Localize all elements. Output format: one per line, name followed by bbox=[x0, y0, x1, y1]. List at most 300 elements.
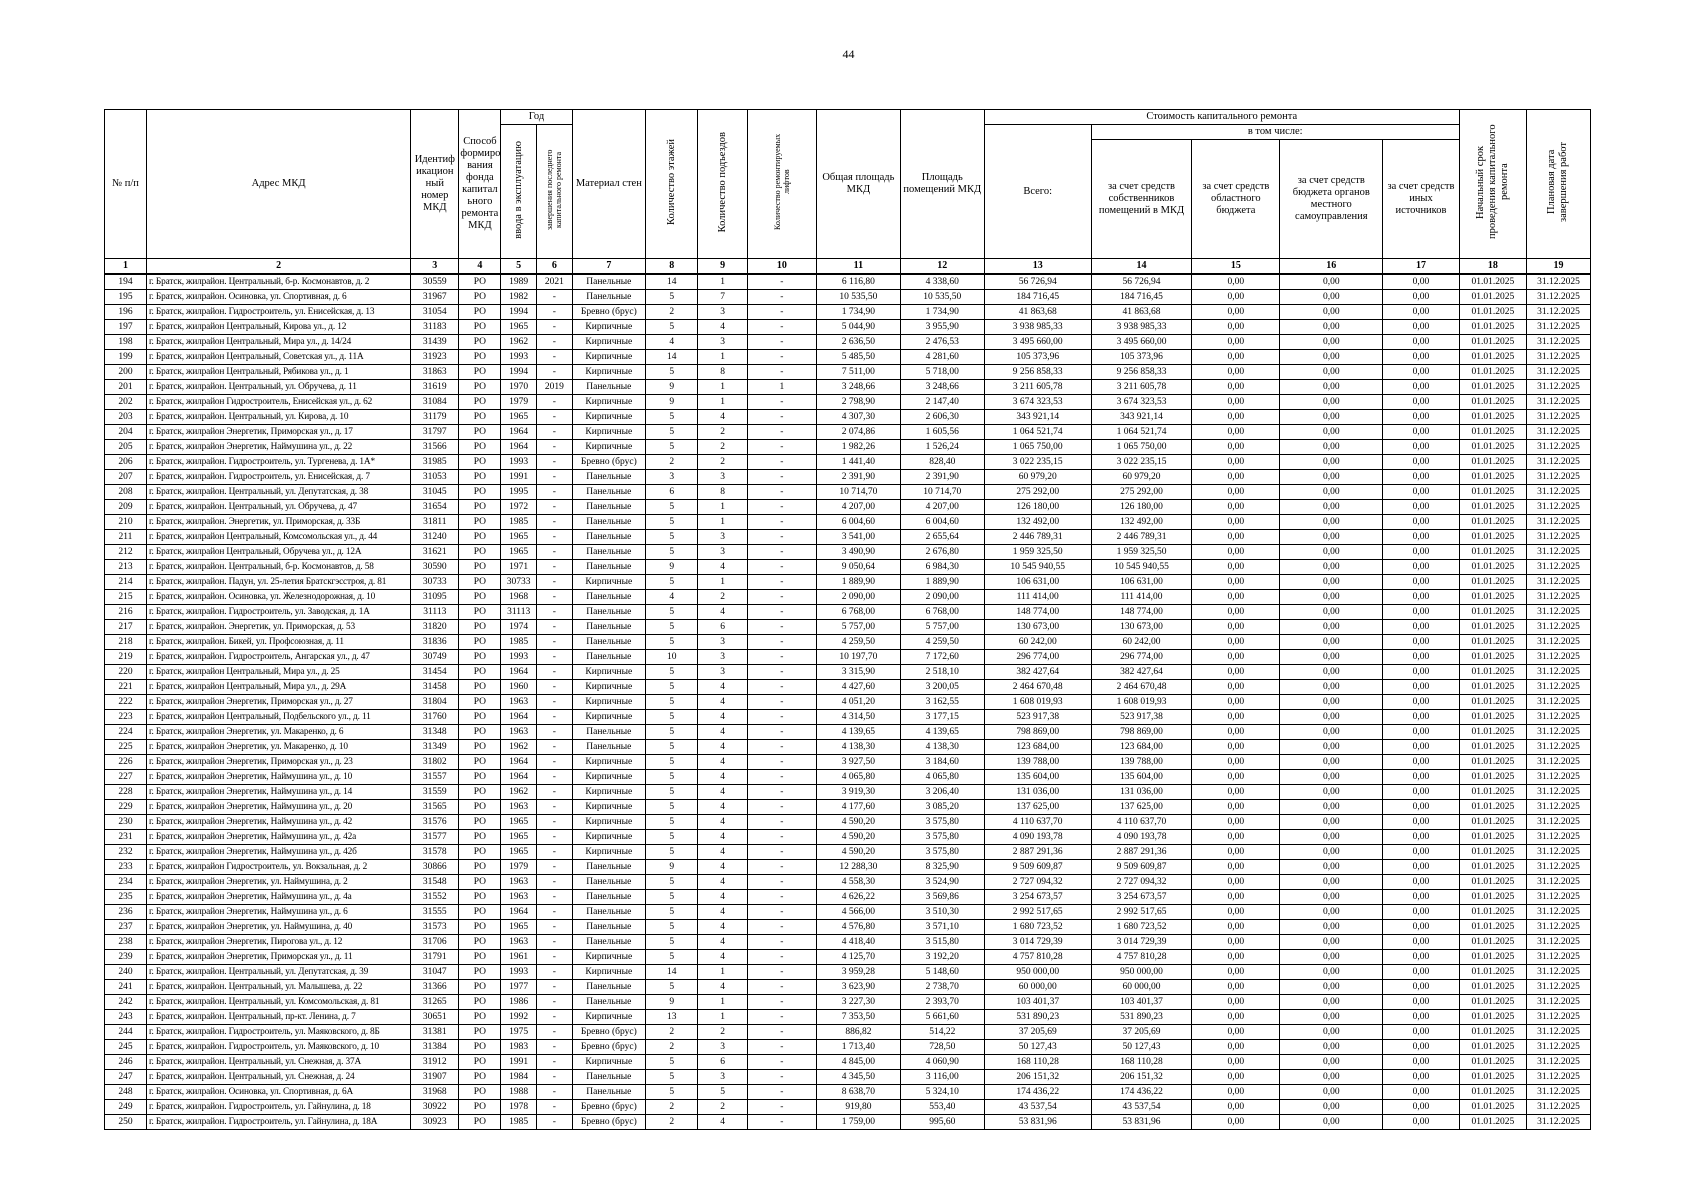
cell-np: 206 bbox=[105, 455, 147, 470]
cell-method: РО bbox=[459, 695, 501, 710]
cell-walls: Кирпичные bbox=[572, 965, 645, 980]
cell-local: 0,00 bbox=[1280, 905, 1383, 920]
header-other: за счет средств иных источников bbox=[1383, 140, 1460, 259]
cell-id: 31348 bbox=[411, 725, 459, 740]
cell-local: 0,00 bbox=[1280, 485, 1383, 500]
cell-cost-total: 50 127,43 bbox=[984, 1040, 1091, 1055]
cell-entrances: 1 bbox=[698, 350, 747, 365]
cell-other: 0,00 bbox=[1383, 380, 1460, 395]
cell-method: РО bbox=[459, 530, 501, 545]
cell-other: 0,00 bbox=[1383, 440, 1460, 455]
cell-walls: Панельные bbox=[572, 995, 645, 1010]
cell-id: 31095 bbox=[411, 590, 459, 605]
table-row bbox=[105, 830, 1591, 845]
cell-id: 31054 bbox=[411, 305, 459, 320]
cell-id: 31559 bbox=[411, 785, 459, 800]
cell-method: РО bbox=[459, 380, 501, 395]
cell-start: 01.01.2025 bbox=[1459, 980, 1526, 995]
cell-np: 243 bbox=[105, 1010, 147, 1025]
cell-year-entry: 1985 bbox=[501, 515, 537, 530]
cell-year-entry: 1963 bbox=[501, 890, 537, 905]
cell-np: 195 bbox=[105, 290, 147, 305]
table-row bbox=[105, 1115, 1591, 1130]
cell-premises-area: 10 535,50 bbox=[900, 290, 984, 305]
cell-method: РО bbox=[459, 920, 501, 935]
cell-other: 0,00 bbox=[1383, 590, 1460, 605]
cell-end: 31.12.2025 bbox=[1526, 860, 1590, 875]
cell-cost-total: 275 292,00 bbox=[984, 485, 1091, 500]
cell-walls: Панельные bbox=[572, 590, 645, 605]
cell-local: 0,00 bbox=[1280, 410, 1383, 425]
cell-start: 01.01.2025 bbox=[1459, 875, 1526, 890]
cell-regional: 0,00 bbox=[1192, 350, 1280, 365]
column-number: 1 bbox=[105, 259, 147, 275]
cell-total-area: 1 713,40 bbox=[816, 1040, 900, 1055]
cell-address: г. Братск, жилрайон Энергетик, Наймушина ул., д. 14 bbox=[146, 785, 410, 800]
cell-start: 01.01.2025 bbox=[1459, 320, 1526, 335]
cell-total-area: 1 889,90 bbox=[816, 575, 900, 590]
cell-np: 236 bbox=[105, 905, 147, 920]
column-number: 2 bbox=[146, 259, 410, 275]
cell-year-repair: - bbox=[537, 830, 573, 845]
header-year-entry bbox=[501, 125, 537, 259]
cell-end: 31.12.2025 bbox=[1526, 335, 1590, 350]
cell-regional: 0,00 bbox=[1192, 725, 1280, 740]
cell-end: 31.12.2025 bbox=[1526, 770, 1590, 785]
cell-total-area: 4 307,30 bbox=[816, 410, 900, 425]
cell-cost-total: 3 254 673,57 bbox=[984, 890, 1091, 905]
cell-walls: Панельные bbox=[572, 274, 645, 290]
header-address: Адрес МКД bbox=[146, 110, 410, 259]
cell-cost-total: 3 014 729,39 bbox=[984, 935, 1091, 950]
cell-id: 31113 bbox=[411, 605, 459, 620]
cell-lifts: - bbox=[747, 1040, 816, 1055]
cell-other: 0,00 bbox=[1383, 575, 1460, 590]
cell-start: 01.01.2025 bbox=[1459, 755, 1526, 770]
header-np: № п/п bbox=[105, 110, 147, 259]
cell-start: 01.01.2025 bbox=[1459, 1040, 1526, 1055]
cell-lifts: - bbox=[747, 950, 816, 965]
cell-entrances: 8 bbox=[698, 485, 747, 500]
cell-regional: 0,00 bbox=[1192, 1100, 1280, 1115]
cell-other: 0,00 bbox=[1383, 665, 1460, 680]
cell-year-repair: - bbox=[537, 965, 573, 980]
cell-floors: 5 bbox=[646, 365, 698, 380]
cell-other: 0,00 bbox=[1383, 320, 1460, 335]
cell-owners: 4 110 637,70 bbox=[1091, 815, 1192, 830]
cell-premises-area: 2 147,40 bbox=[900, 395, 984, 410]
cell-premises-area: 3 575,80 bbox=[900, 845, 984, 860]
cell-address: г. Братск, жилрайон. Осиновка, ул. Железнодорожная, д. 10 bbox=[146, 590, 410, 605]
table-row bbox=[105, 1040, 1591, 1055]
cell-walls: Кирпичные bbox=[572, 755, 645, 770]
cell-method: РО bbox=[459, 455, 501, 470]
cell-total-area: 7 353,50 bbox=[816, 1010, 900, 1025]
cell-method: РО bbox=[459, 365, 501, 380]
cell-floors: 5 bbox=[646, 725, 698, 740]
cell-other: 0,00 bbox=[1383, 965, 1460, 980]
cell-address: г. Братск, жилрайон Энергетик, Наймушина ул., д. 22 bbox=[146, 440, 410, 455]
cell-regional: 0,00 bbox=[1192, 530, 1280, 545]
cell-total-area: 4 418,40 bbox=[816, 935, 900, 950]
cell-lifts: - bbox=[747, 785, 816, 800]
cell-total-area: 4 065,80 bbox=[816, 770, 900, 785]
cell-np: 219 bbox=[105, 650, 147, 665]
header-entrances-text: Количество подъездов bbox=[716, 131, 728, 233]
cell-end: 31.12.2025 bbox=[1526, 890, 1590, 905]
cell-np: 248 bbox=[105, 1085, 147, 1100]
cell-local: 0,00 bbox=[1280, 305, 1383, 320]
cell-entrances: 2 bbox=[698, 440, 747, 455]
cell-year-repair: 2019 bbox=[537, 380, 573, 395]
cell-floors: 9 bbox=[646, 395, 698, 410]
cell-end: 31.12.2025 bbox=[1526, 425, 1590, 440]
cell-address: г. Братск, жилрайон Центральный, Обручева ул., д. 12А bbox=[146, 545, 410, 560]
cell-year-repair: - bbox=[537, 710, 573, 725]
cell-owners: 43 537,54 bbox=[1091, 1100, 1192, 1115]
cell-end: 31.12.2025 bbox=[1526, 635, 1590, 650]
cell-lifts: - bbox=[747, 1055, 816, 1070]
cell-owners: 56 726,94 bbox=[1091, 274, 1192, 290]
cell-start: 01.01.2025 bbox=[1459, 815, 1526, 830]
cell-local: 0,00 bbox=[1280, 545, 1383, 560]
cell-other: 0,00 bbox=[1383, 755, 1460, 770]
table-row bbox=[105, 1085, 1591, 1100]
cell-year-entry: 1962 bbox=[501, 785, 537, 800]
cell-premises-area: 3 116,00 bbox=[900, 1070, 984, 1085]
cell-premises-area: 3 200,05 bbox=[900, 680, 984, 695]
cell-end: 31.12.2025 bbox=[1526, 905, 1590, 920]
cell-id: 31084 bbox=[411, 395, 459, 410]
cell-other: 0,00 bbox=[1383, 890, 1460, 905]
cell-cost-total: 139 788,00 bbox=[984, 755, 1091, 770]
cell-regional: 0,00 bbox=[1192, 875, 1280, 890]
cell-premises-area: 4 060,90 bbox=[900, 1055, 984, 1070]
cell-np: 238 bbox=[105, 935, 147, 950]
table-row bbox=[105, 1070, 1591, 1085]
cell-year-repair: - bbox=[537, 290, 573, 305]
cell-end: 31.12.2025 bbox=[1526, 1100, 1590, 1115]
cell-address: г. Братск, жилрайон. Гидростроитель, ул. Гайнулина, д. 18А bbox=[146, 1115, 410, 1130]
cell-id: 31439 bbox=[411, 335, 459, 350]
cell-premises-area: 1 889,90 bbox=[900, 575, 984, 590]
cell-cost-total: 1 064 521,74 bbox=[984, 425, 1091, 440]
cell-entrances: 6 bbox=[698, 620, 747, 635]
cell-year-entry: 1974 bbox=[501, 620, 537, 635]
cell-end: 31.12.2025 bbox=[1526, 980, 1590, 995]
cell-floors: 5 bbox=[646, 755, 698, 770]
cell-premises-area: 5 661,60 bbox=[900, 1010, 984, 1025]
cell-cost-total: 60 979,20 bbox=[984, 470, 1091, 485]
cell-method: РО bbox=[459, 1085, 501, 1100]
cell-premises-area: 8 325,90 bbox=[900, 860, 984, 875]
cell-local: 0,00 bbox=[1280, 395, 1383, 410]
cell-entrances: 4 bbox=[698, 725, 747, 740]
cell-year-repair: - bbox=[537, 845, 573, 860]
cell-np: 202 bbox=[105, 395, 147, 410]
cell-walls: Бревно (брус) bbox=[572, 1115, 645, 1130]
column-number: 7 bbox=[572, 259, 645, 275]
cell-cost-total: 2 446 789,31 bbox=[984, 530, 1091, 545]
cell-regional: 0,00 bbox=[1192, 440, 1280, 455]
cell-local: 0,00 bbox=[1280, 680, 1383, 695]
cell-np: 240 bbox=[105, 965, 147, 980]
cell-owners: 60 000,00 bbox=[1091, 980, 1192, 995]
cell-premises-area: 3 162,55 bbox=[900, 695, 984, 710]
cell-method: РО bbox=[459, 274, 501, 290]
cell-local: 0,00 bbox=[1280, 800, 1383, 815]
cell-start: 01.01.2025 bbox=[1459, 1085, 1526, 1100]
cell-regional: 0,00 bbox=[1192, 305, 1280, 320]
cell-entrances: 4 bbox=[698, 755, 747, 770]
cell-year-entry: 1968 bbox=[501, 590, 537, 605]
cell-id: 31458 bbox=[411, 680, 459, 695]
cell-other: 0,00 bbox=[1383, 1100, 1460, 1115]
cell-lifts: - bbox=[747, 1085, 816, 1100]
cell-owners: 1 064 521,74 bbox=[1091, 425, 1192, 440]
cell-total-area: 4 427,60 bbox=[816, 680, 900, 695]
cell-method: РО bbox=[459, 875, 501, 890]
cell-end: 31.12.2025 bbox=[1526, 560, 1590, 575]
cell-id: 31820 bbox=[411, 620, 459, 635]
cell-lifts: - bbox=[747, 575, 816, 590]
cell-cost-total: 3 674 323,53 bbox=[984, 395, 1091, 410]
cell-premises-area: 728,50 bbox=[900, 1040, 984, 1055]
cell-np: 234 bbox=[105, 875, 147, 890]
cell-walls: Панельные bbox=[572, 530, 645, 545]
cell-premises-area: 3 515,80 bbox=[900, 935, 984, 950]
cell-np: 221 bbox=[105, 680, 147, 695]
cell-owners: 184 716,45 bbox=[1091, 290, 1192, 305]
cell-walls: Панельные bbox=[572, 920, 645, 935]
cell-year-entry: 1963 bbox=[501, 725, 537, 740]
cell-premises-area: 4 065,80 bbox=[900, 770, 984, 785]
cell-year-entry: 1984 bbox=[501, 1070, 537, 1085]
cell-start: 01.01.2025 bbox=[1459, 950, 1526, 965]
cell-walls: Кирпичные bbox=[572, 365, 645, 380]
cell-id: 31802 bbox=[411, 755, 459, 770]
cell-end: 31.12.2025 bbox=[1526, 1010, 1590, 1025]
cell-total-area: 5 757,00 bbox=[816, 620, 900, 635]
cell-owners: 3 495 660,00 bbox=[1091, 335, 1192, 350]
cell-total-area: 4 259,50 bbox=[816, 635, 900, 650]
cell-owners: 123 684,00 bbox=[1091, 740, 1192, 755]
cell-year-entry: 1965 bbox=[501, 545, 537, 560]
cell-local: 0,00 bbox=[1280, 620, 1383, 635]
cell-end: 31.12.2025 bbox=[1526, 755, 1590, 770]
cell-other: 0,00 bbox=[1383, 500, 1460, 515]
cell-floors: 6 bbox=[646, 485, 698, 500]
cell-address: г. Братск, жилрайон Энергетик, Наймушина ул., д. 42 bbox=[146, 815, 410, 830]
cell-total-area: 3 490,90 bbox=[816, 545, 900, 560]
cell-cost-total: 4 090 193,78 bbox=[984, 830, 1091, 845]
table-row bbox=[105, 1025, 1591, 1040]
cell-id: 31265 bbox=[411, 995, 459, 1010]
cell-year-repair: - bbox=[537, 920, 573, 935]
cell-cost-total: 4 757 810,28 bbox=[984, 950, 1091, 965]
cell-premises-area: 2 655,64 bbox=[900, 530, 984, 545]
cell-other: 0,00 bbox=[1383, 695, 1460, 710]
cell-address: г. Братск, жилрайон Центральный, Мира ул., д. 29А bbox=[146, 680, 410, 695]
cell-walls: Кирпичные bbox=[572, 680, 645, 695]
column-number: 14 bbox=[1091, 259, 1192, 275]
cell-floors: 5 bbox=[646, 800, 698, 815]
cell-start: 01.01.2025 bbox=[1459, 1115, 1526, 1130]
cell-premises-area: 2 738,70 bbox=[900, 980, 984, 995]
cell-np: 225 bbox=[105, 740, 147, 755]
cell-start: 01.01.2025 bbox=[1459, 575, 1526, 590]
cell-year-entry: 1972 bbox=[501, 500, 537, 515]
cell-owners: 2 992 517,65 bbox=[1091, 905, 1192, 920]
table-row bbox=[105, 1100, 1591, 1115]
cell-other: 0,00 bbox=[1383, 1040, 1460, 1055]
cell-method: РО bbox=[459, 965, 501, 980]
cell-end: 31.12.2025 bbox=[1526, 845, 1590, 860]
cell-local: 0,00 bbox=[1280, 980, 1383, 995]
cell-walls: Панельные bbox=[572, 875, 645, 890]
cell-total-area: 919,80 bbox=[816, 1100, 900, 1115]
cell-start: 01.01.2025 bbox=[1459, 560, 1526, 575]
cell-owners: 148 774,00 bbox=[1091, 605, 1192, 620]
cell-owners: 4 090 193,78 bbox=[1091, 830, 1192, 845]
cell-regional: 0,00 bbox=[1192, 950, 1280, 965]
cell-cost-total: 37 205,69 bbox=[984, 1025, 1091, 1040]
cell-owners: 50 127,43 bbox=[1091, 1040, 1192, 1055]
cell-other: 0,00 bbox=[1383, 365, 1460, 380]
cell-local: 0,00 bbox=[1280, 1025, 1383, 1040]
cell-entrances: 4 bbox=[698, 695, 747, 710]
cell-year-repair: - bbox=[537, 365, 573, 380]
cell-address: г. Братск, жилрайон Центральный, Мира ул., д. 14/24 bbox=[146, 335, 410, 350]
cell-entrances: 1 bbox=[698, 395, 747, 410]
cell-floors: 9 bbox=[646, 995, 698, 1010]
cell-total-area: 3 623,90 bbox=[816, 980, 900, 995]
cell-year-repair: - bbox=[537, 545, 573, 560]
cell-owners: 2 464 670,48 bbox=[1091, 680, 1192, 695]
cell-owners: 131 036,00 bbox=[1091, 785, 1192, 800]
table-row bbox=[105, 950, 1591, 965]
cell-walls: Кирпичные bbox=[572, 830, 645, 845]
cell-floors: 14 bbox=[646, 274, 698, 290]
cell-np: 249 bbox=[105, 1100, 147, 1115]
cell-lifts: 1 bbox=[747, 380, 816, 395]
cell-id: 30651 bbox=[411, 1010, 459, 1025]
cell-cost-total: 3 211 605,78 bbox=[984, 380, 1091, 395]
table-row bbox=[105, 410, 1591, 425]
cell-regional: 0,00 bbox=[1192, 785, 1280, 800]
cell-local: 0,00 bbox=[1280, 830, 1383, 845]
cell-start: 01.01.2025 bbox=[1459, 500, 1526, 515]
cell-np: 208 bbox=[105, 485, 147, 500]
cell-cost-total: 2 727 094,32 bbox=[984, 875, 1091, 890]
cell-local: 0,00 bbox=[1280, 695, 1383, 710]
cell-address: г. Братск, жилрайон Центральный, Советская ул., д. 11А bbox=[146, 350, 410, 365]
table-row bbox=[105, 845, 1591, 860]
cell-cost-total: 148 774,00 bbox=[984, 605, 1091, 620]
cell-other: 0,00 bbox=[1383, 680, 1460, 695]
cell-floors: 2 bbox=[646, 1100, 698, 1115]
cell-entrances: 1 bbox=[698, 274, 747, 290]
header-cost-total: Всего: bbox=[984, 125, 1091, 259]
cell-id: 31557 bbox=[411, 770, 459, 785]
cell-owners: 126 180,00 bbox=[1091, 500, 1192, 515]
cell-regional: 0,00 bbox=[1192, 1070, 1280, 1085]
cell-np: 199 bbox=[105, 350, 147, 365]
cell-np: 215 bbox=[105, 590, 147, 605]
cell-owners: 1 608 019,93 bbox=[1091, 695, 1192, 710]
cell-end: 31.12.2025 bbox=[1526, 365, 1590, 380]
cell-floors: 10 bbox=[646, 650, 698, 665]
cell-address: г. Братск, жилрайон Энергетик, Приморская ул., д. 23 bbox=[146, 755, 410, 770]
cell-entrances: 4 bbox=[698, 680, 747, 695]
cell-lifts: - bbox=[747, 770, 816, 785]
cell-premises-area: 828,40 bbox=[900, 455, 984, 470]
cell-other: 0,00 bbox=[1383, 305, 1460, 320]
cell-end: 31.12.2025 bbox=[1526, 350, 1590, 365]
cell-other: 0,00 bbox=[1383, 770, 1460, 785]
cell-start: 01.01.2025 bbox=[1459, 590, 1526, 605]
cell-id: 31047 bbox=[411, 965, 459, 980]
cell-other: 0,00 bbox=[1383, 905, 1460, 920]
cell-entrances: 4 bbox=[698, 800, 747, 815]
cell-premises-area: 2 090,00 bbox=[900, 590, 984, 605]
cell-owners: 343 921,14 bbox=[1091, 410, 1192, 425]
cell-premises-area: 5 757,00 bbox=[900, 620, 984, 635]
cell-entrances: 3 bbox=[698, 335, 747, 350]
cell-other: 0,00 bbox=[1383, 530, 1460, 545]
cell-walls: Кирпичные bbox=[572, 785, 645, 800]
cell-address: г. Братск, жилрайон. Центральный, ул. Малышева, д. 22 bbox=[146, 980, 410, 995]
cell-total-area: 3 248,66 bbox=[816, 380, 900, 395]
cell-id: 31967 bbox=[411, 290, 459, 305]
cell-walls: Панельные bbox=[572, 890, 645, 905]
cell-id: 30733 bbox=[411, 575, 459, 590]
cell-end: 31.12.2025 bbox=[1526, 1025, 1590, 1040]
cell-id: 31621 bbox=[411, 545, 459, 560]
cell-year-entry: 1979 bbox=[501, 395, 537, 410]
header-end bbox=[1526, 110, 1590, 259]
cell-address: г. Братск, жилрайон. Бикей, ул. Профсоюзная, д. 11 bbox=[146, 635, 410, 650]
cell-local: 0,00 bbox=[1280, 500, 1383, 515]
cell-entrances: 3 bbox=[698, 305, 747, 320]
cell-id: 31045 bbox=[411, 485, 459, 500]
cell-total-area: 2 798,90 bbox=[816, 395, 900, 410]
cell-lifts: - bbox=[747, 725, 816, 740]
cell-walls: Панельные bbox=[572, 470, 645, 485]
cell-id: 31836 bbox=[411, 635, 459, 650]
cell-other: 0,00 bbox=[1383, 725, 1460, 740]
cell-method: РО bbox=[459, 575, 501, 590]
cell-local: 0,00 bbox=[1280, 755, 1383, 770]
cell-method: РО bbox=[459, 680, 501, 695]
cell-address: г. Братск, жилрайон Энергетик, Наймушина ул., д. 42б bbox=[146, 845, 410, 860]
cell-id: 31811 bbox=[411, 515, 459, 530]
cell-entrances: 3 bbox=[698, 1040, 747, 1055]
cell-start: 01.01.2025 bbox=[1459, 1010, 1526, 1025]
cell-floors: 5 bbox=[646, 905, 698, 920]
cell-address: г. Братск, жилрайон Энергетик, ул. Наймушина, д. 2 bbox=[146, 875, 410, 890]
cell-owners: 53 831,96 bbox=[1091, 1115, 1192, 1130]
column-number: 10 bbox=[747, 259, 816, 275]
cell-floors: 5 bbox=[646, 770, 698, 785]
cell-year-repair: - bbox=[537, 740, 573, 755]
column-number: 9 bbox=[698, 259, 747, 275]
cell-local: 0,00 bbox=[1280, 335, 1383, 350]
cell-owners: 2 446 789,31 bbox=[1091, 530, 1192, 545]
header-year-repair-text: завершения последнего капитального ремонта bbox=[545, 149, 564, 230]
cell-year-entry: 1971 bbox=[501, 560, 537, 575]
cell-local: 0,00 bbox=[1280, 455, 1383, 470]
